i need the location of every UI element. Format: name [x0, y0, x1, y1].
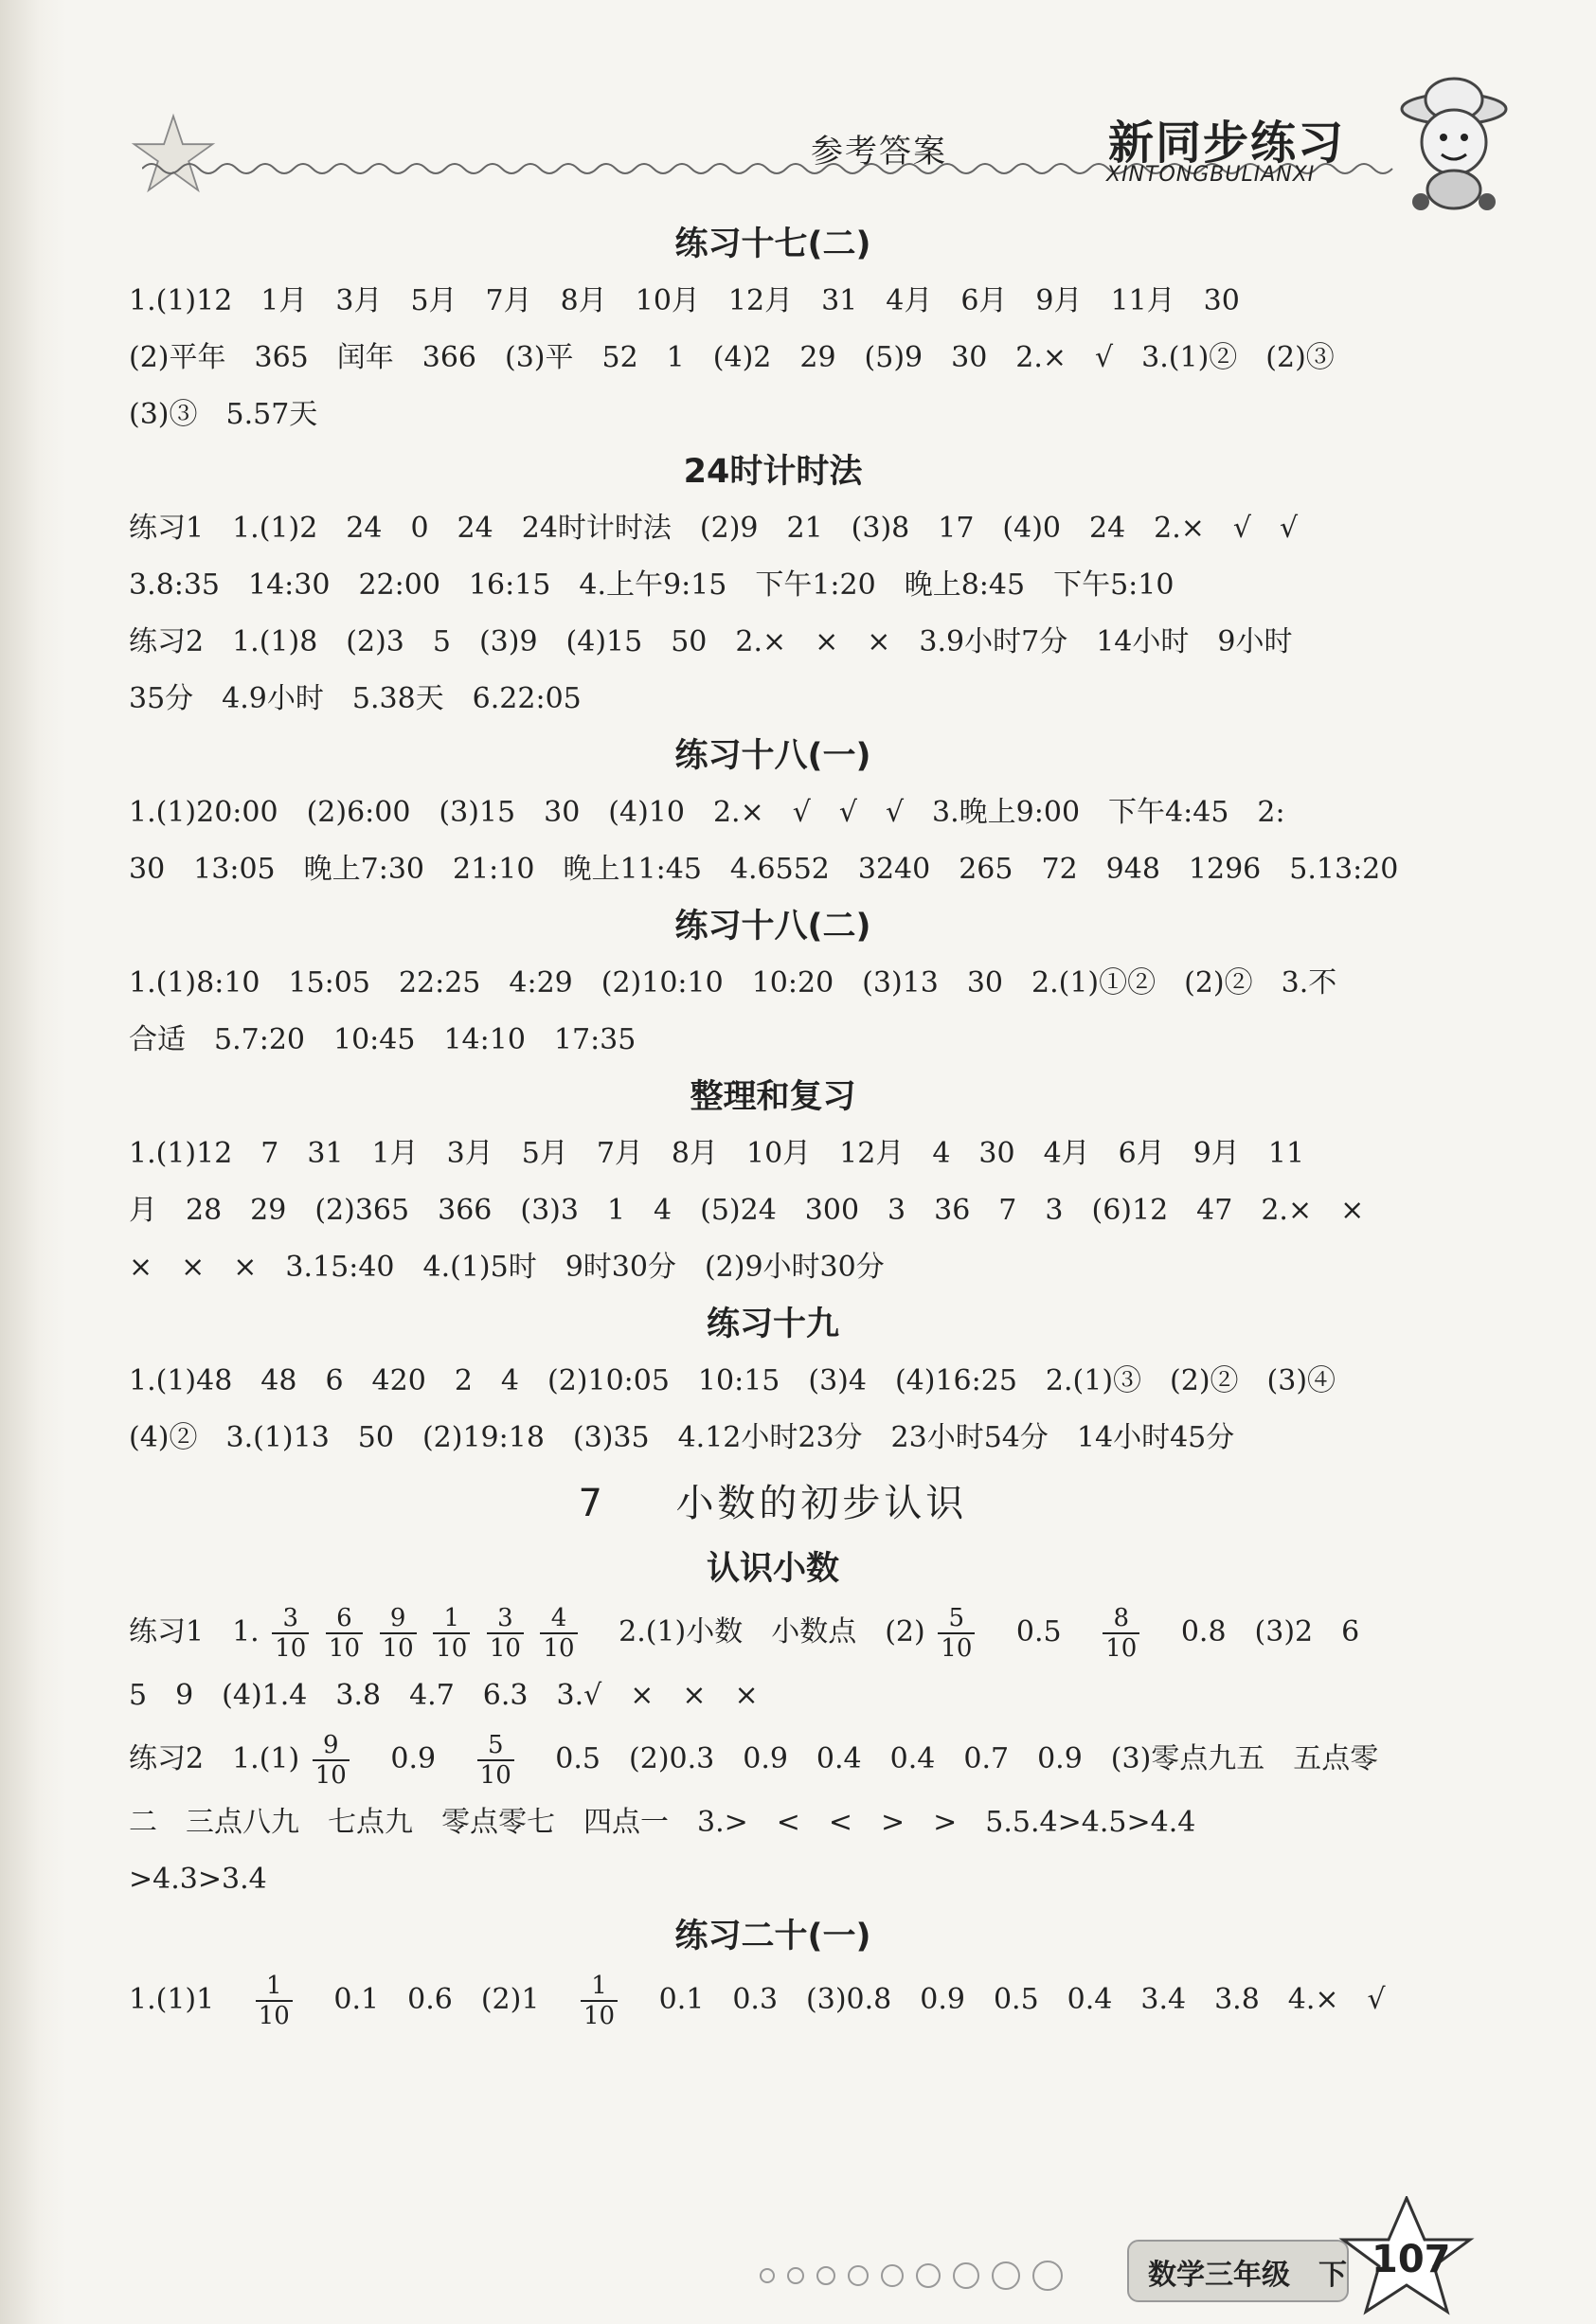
- fraction: $\frac{8}{10}$: [1103, 1604, 1139, 1663]
- answer-line: 1.(1)48 48 6 420 2 4 (2)10:05 10:15 (3)4 (4)16:25 2.(1)③ (2)② (3)④: [129, 1364, 1336, 1397]
- chapter-number: 7: [578, 1482, 606, 1525]
- fraction: $\frac{9}{10}$: [313, 1731, 350, 1790]
- answer-line: 5 9 (4)1.4 3.8 4.7 6.3 3.√ × × ×: [129, 1679, 759, 1712]
- section-title: 整理和复习: [690, 1078, 856, 1116]
- answer-line: 练习1 1.(1)2 24 0 24 24时计时法 (2)9 21 (3)8 17 (4)0 24 2.× √ √: [129, 512, 1299, 545]
- fraction: $\frac{1}{10}$: [433, 1604, 470, 1663]
- page-edge-shadow: [0, 0, 66, 2324]
- answer-line: >4.3>3.4: [129, 1863, 267, 1896]
- section-title: 练习十八(二): [674, 908, 871, 946]
- answer-line: 1.(1)12 7 31 1月 3月 5月 7月 8月 10月 12月 4 30 4月 6月 9月 11: [129, 1137, 1305, 1170]
- answer-content: [129, 216, 1417, 2035]
- star-icon: [131, 112, 216, 197]
- section-title: 24时计时法: [683, 453, 863, 491]
- fraction: $\frac{1}{10}$: [581, 1972, 618, 2030]
- brand-pinyin: XINTONGBULIANXI: [1106, 163, 1316, 187]
- decorative-dots: [748, 2257, 1118, 2295]
- answer-line: (2)平年 365 闰年 366 (3)平 52 1 (4)2 29 (5)9 30 2.× √ 3.(1)② (2)③: [129, 341, 1335, 374]
- grade-label: 数学三年级 下: [1148, 2259, 1347, 2292]
- fraction: $\frac{3}{10}$: [487, 1604, 524, 1663]
- answer-line: 1.(1)8:10 15:05 22:25 4:29 (2)10:10 10:20 (3)13 30 2.(1)①② (2)② 3.不: [129, 966, 1337, 1000]
- section-title: 认识小数: [706, 1550, 839, 1588]
- answer-line: 3.8:35 14:30 22:00 16:15 4.上午9:15 下午1:20 晚上8:45 下午5:10: [129, 568, 1175, 602]
- answer-line: 30 13:05 晚上7:30 21:10 晚上11:45 4.6552 3240 265 72 948 1296 5.13:20: [129, 853, 1399, 886]
- section-title: 练习十七(二): [674, 225, 871, 263]
- answer-line: 练习2 1.(1)8 (2)3 5 (3)9 (4)15 50 2.× × × 3.9小时7分 14小时 9小时: [129, 625, 1293, 658]
- answer-line: 1.(1)12 1月 3月 5月 7月 8月 10月 12月 31 4月 6月 9月 11月 30: [129, 284, 1240, 317]
- answer-line: 练习2 1.(1) $\frac{9}{10}$ 0.9 $\frac{5}{10}$ 0.5 (2)0.3 0.9 0.4 0.4 0.7 0.9 (3)零点九五 五点零: [129, 1731, 1379, 1790]
- section-title: 练习二十(一): [674, 1918, 871, 1955]
- page-header: [0, 0, 1596, 218]
- header-title: 参考答案: [811, 133, 947, 171]
- answer-line: (3)③ 5.57天: [129, 398, 318, 431]
- answer-line: 1.(1)20:00 (2)6:00 (3)15 30 (4)10 2.× √ √ √ 3.晚上9:00 下午4:45 2:: [129, 796, 1285, 829]
- chapter-title: [129, 1467, 1417, 1540]
- answer-line: 合适 5.7:20 10:45 14:10 17:35: [129, 1023, 637, 1056]
- answer-line: 35分 4.9小时 5.38天 6.22:05: [129, 682, 582, 715]
- fraction: $\frac{4}{10}$: [540, 1604, 577, 1663]
- fraction: $\frac{1}{10}$: [256, 1972, 293, 2030]
- answer-line: 二 三点八九 七点九 零点零七 四点一 3.> < < > > 5.5.4>4.5>4.4: [129, 1806, 1196, 1839]
- fraction: $\frac{3}{10}$: [272, 1604, 309, 1663]
- fraction: $\frac{6}{10}$: [326, 1604, 363, 1663]
- section-title: 练习十八(一): [674, 737, 871, 775]
- mascot-icon: [1392, 71, 1515, 213]
- section-title: 练习十九: [706, 1306, 839, 1343]
- chapter-name: 小数的初步认识: [675, 1482, 968, 1525]
- brand-logo-text: 新同步练习: [1108, 117, 1346, 170]
- fraction: $\frac{5}{10}$: [938, 1604, 975, 1663]
- answer-line: (4)② 3.(1)13 50 (2)19:18 (3)35 4.12小时23分 23小时54分 14小时45分: [129, 1421, 1235, 1454]
- fraction: $\frac{9}{10}$: [380, 1604, 417, 1663]
- answer-line: 练习1 1. $\frac{3}{10}$ $\frac{6}{10}$ $\frac{9}{10}$ $\frac{1}{10}$ $\frac{3}{10}$ $\frac{4}{10}$ 2.(1)小数 小数点 (2) $\frac{5}{10}$ 0.5 $\frac{8}{10}$ 0.8 (3)2 6: [129, 1604, 1360, 1663]
- answer-line: 1.(1)1 $\frac{1}{10}$ 0.1 0.6 (2)1 $\frac{1}{10}$ 0.1 0.3 (3)0.8 0.9 0.5 0.4 3.4 3.8 4.× √: [129, 1972, 1386, 2030]
- page-number: 107: [1372, 2238, 1451, 2281]
- answer-line: × × × 3.15:40 4.(1)5时 9时30分 (2)9小时30分: [129, 1251, 885, 1284]
- fraction: $\frac{5}{10}$: [477, 1731, 514, 1790]
- answer-line: 月 28 29 (2)365 366 (3)3 1 4 (5)24 300 3 36 7 3 (6)12 47 2.× ×: [129, 1194, 1365, 1227]
